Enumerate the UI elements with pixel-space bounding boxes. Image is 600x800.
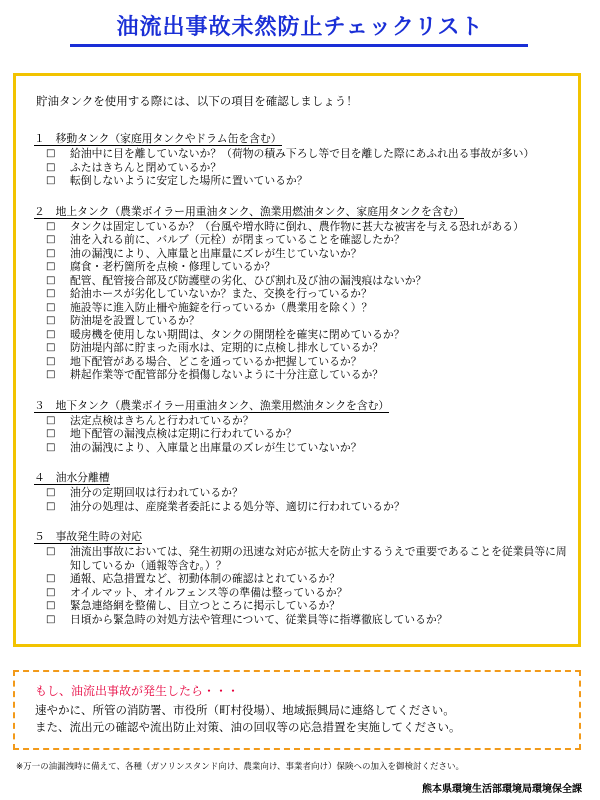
checklist-item	[46, 613, 568, 627]
checkbox-icon[interactable]: □	[46, 487, 56, 498]
checkbox-icon[interactable]: □	[46, 600, 56, 611]
checklist-item-text: オイルマット、オイルフェンス等の準備は整っているか？	[70, 585, 348, 599]
checkbox-icon[interactable]: □	[46, 301, 56, 313]
checkbox-icon[interactable]: □	[46, 234, 56, 245]
checklist-item	[46, 233, 568, 247]
checklist-item	[46, 341, 568, 355]
checkbox-icon[interactable]: □	[46, 500, 56, 512]
checkbox-icon[interactable]: □	[46, 261, 56, 272]
checkbox-icon[interactable]: □	[46, 274, 56, 286]
checklist-item-text: 油の漏洩により、入庫量と出庫量のズレが生じていないか？	[70, 440, 362, 454]
checkbox-icon[interactable]: □	[46, 175, 56, 186]
checklist-item-text: 給油ホースが劣化していないか？また、交換を行っているか？	[70, 287, 372, 300]
section-heading: ４ 油水分離槽	[34, 471, 110, 484]
checklist-item-text: 腐食・老朽箇所を点検・修理しているか？	[70, 260, 276, 273]
checklist-item-text: 通報、応急措置など、初動体制の確認はとれているか？	[70, 572, 340, 585]
checkbox-icon[interactable]: □	[46, 428, 56, 439]
checkbox-icon[interactable]: □	[46, 586, 56, 598]
checklist-section	[26, 394, 568, 455]
checklist-item-text: 油分の定期回収は行われているか？	[70, 486, 243, 499]
checkbox-icon[interactable]: □	[46, 441, 56, 453]
checkbox-icon[interactable]: □	[46, 161, 56, 173]
checkbox-icon[interactable]: □	[46, 328, 56, 340]
checklist-item	[46, 220, 568, 234]
checkbox-icon[interactable]: □	[46, 288, 56, 299]
checklist-section	[26, 200, 568, 382]
checklist-item-text: 油分の処理は、産廃業者委託による処分等、適切に行われているか？	[70, 499, 405, 513]
checklist-item-text: 施設等に進入防止柵や施錠を行っているか（農業用を除く）？	[70, 300, 373, 314]
alert-title: もし、油流出事故が発生したら・・・	[35, 684, 240, 698]
section-heading: ３ 地下タンク（農業ボイラー用重油タンク、漁業用燃油タンクを含む）	[34, 398, 390, 412]
alert-line-1: 速やかに、所管の消防署、市役所（町村役場）、地域振興局に連絡してください。	[35, 703, 455, 717]
checklist-item	[46, 301, 568, 315]
checklist-section	[26, 127, 568, 188]
checklist-item	[46, 599, 568, 613]
footnote: ※万一の油漏洩時に備えて、各種（ガソリンスタンド向け、農業向け、事業者向け）保険への加入を御検討ください。	[16, 762, 465, 772]
checklist-item	[46, 274, 568, 288]
checklist-item	[46, 147, 568, 161]
checklist-item-text: 日頃から緊急時の対処方法や管理について、従業員等に指導徹底しているか？	[70, 612, 448, 626]
checklist-item-text: 給油中に目を離していないか？（荷物の積み下ろし等で目を離した際にあふれ出る事故が多い）	[70, 147, 535, 160]
checklist-item-text: 油を入れる前に、バルブ（元栓）が閉まっていることを確認したか？	[70, 233, 405, 246]
checkbox-icon[interactable]: □	[46, 369, 56, 380]
checklist-item-text: 油の漏洩により、入庫量と出庫量にズレが生じていないか？	[70, 246, 362, 260]
checklist-item	[46, 572, 568, 586]
section-heading: ２ 地上タンク（農業ボイラー用重油タンク、漁業用燃油タンク、家庭用タンクを含む）	[34, 204, 465, 218]
checklist-item-text: 配管、配管接合部及び防護壁の劣化、ひび割れ及び油の漏洩痕はないか？	[70, 273, 427, 287]
checklist-section	[26, 466, 568, 513]
checklist-item	[46, 174, 568, 188]
checklist-item-text: 防油堤内部に貯まった雨水は、定期的に点検し排水しているか？	[70, 341, 384, 354]
checklist-item	[46, 500, 568, 514]
section-heading: １ 移動タンク（家庭用タンクやドラム缶を含む）	[34, 132, 282, 145]
checklist-item	[46, 586, 568, 600]
checkbox-icon[interactable]: □	[46, 573, 56, 584]
checklist-item	[46, 287, 568, 301]
checklist-item-text: 耕起作業等で配管部分を損傷しないように十分注意しているか？	[70, 368, 384, 381]
checklist-item-text: 地下配管の漏洩点検は定期に行われているか？	[70, 427, 297, 440]
checklist-item	[46, 486, 568, 500]
checklist-item	[46, 247, 568, 261]
checkbox-icon[interactable]: □	[46, 148, 56, 159]
checkbox-icon[interactable]: □	[46, 342, 56, 353]
checklist-item-text: 暖房機を使用しない期間は、タンクの開閉栓を確実に閉めているか？	[70, 327, 405, 341]
checkbox-icon[interactable]: □	[46, 220, 56, 232]
checklist-item	[46, 414, 568, 428]
checklist-sections	[26, 127, 568, 626]
checklist-item	[46, 355, 568, 369]
checkbox-icon[interactable]: □	[46, 613, 56, 625]
checklist-item	[46, 545, 568, 572]
checklist-item-text: タンクは固定しているか？（台風や増水時に倒れ、農作物に甚大な被害を与える恐れがある）	[70, 219, 524, 233]
checklist-item	[46, 427, 568, 441]
checklist-item-text: 防油堤を設置しているか？	[70, 314, 200, 327]
checklist-item-text: 油流出事故においては、発生初期の迅速な対応が拡大を防止するうえで重要であることを従業員等に周知しているか（通報等含む。）？	[70, 545, 567, 572]
checklist-item-text: 法定点検はきちんと行われているか？	[70, 413, 254, 427]
checklist-item	[46, 368, 568, 382]
checklist-item-text: 転倒しないように安定した場所に置いているか？	[70, 174, 308, 187]
checkbox-icon[interactable]: □	[46, 315, 56, 326]
page-title: 油流出事故未然防止チェックリスト	[116, 15, 484, 40]
checkbox-icon[interactable]: □	[46, 247, 56, 259]
checklist-item-text: ふたはきちんと閉めているか？	[70, 160, 222, 174]
checkbox-icon[interactable]: □	[46, 546, 56, 557]
checkbox-icon[interactable]: □	[46, 414, 56, 426]
checklist-item	[46, 441, 568, 455]
intro-text: 貯油タンクを使用する際には、以下の項目を確認しましょう！	[36, 94, 358, 108]
emergency-alert-box	[13, 670, 581, 750]
alert-line-2: また、流出元の確認や流出防止対策、油の回収等の応急措置を実施してください。	[35, 720, 461, 734]
title-underline	[70, 44, 528, 47]
checklist-item	[46, 260, 568, 274]
checklist-item	[46, 328, 568, 342]
checklist-item-text: 地下配管がある場合、どこを通っているか把握しているか？	[70, 354, 362, 368]
checklist-panel	[13, 73, 581, 647]
checklist-item	[46, 314, 568, 328]
checkbox-icon[interactable]: □	[46, 355, 56, 367]
checklist-section	[26, 525, 568, 626]
checklist-item-text: 緊急連絡網を整備し、目立つところに掲示しているか？	[70, 599, 340, 612]
section-heading: ５ 事故発生時の対応	[34, 530, 142, 543]
checklist-item	[46, 161, 568, 175]
publisher: 熊本県環境生活部環境局環境保全課	[422, 784, 582, 795]
